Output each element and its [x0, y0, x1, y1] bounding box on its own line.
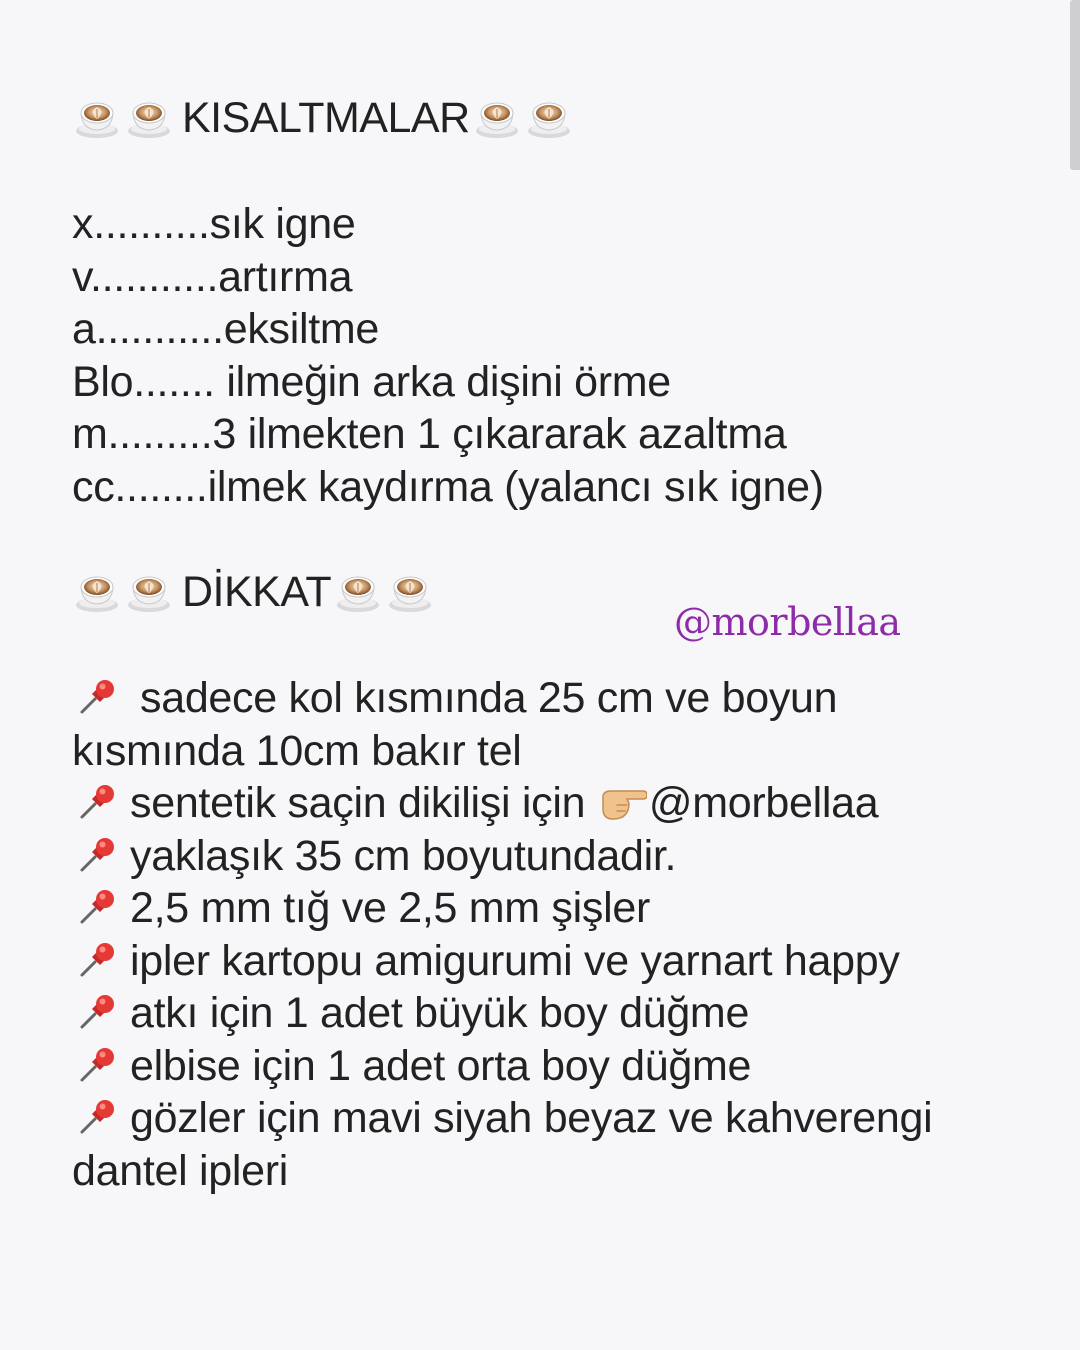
note-item — [72, 777, 972, 830]
pushpin-icon — [78, 781, 118, 821]
note-text: yaklaşık 35 cm boyutundadir. — [130, 831, 677, 880]
latte-cup-icon — [126, 95, 172, 141]
latte-cup-icon — [474, 95, 520, 141]
pushpin-icon — [78, 1096, 118, 1136]
note-handle: @morbellaa — [648, 779, 879, 827]
abbreviation-list — [72, 198, 824, 513]
section-heading-kisaltmalar — [74, 92, 572, 144]
note-text: 2,5 mm tığ ve 2,5 mm şişler — [130, 884, 650, 932]
note-text: atkı için 1 adet büyük boy düğme — [130, 989, 750, 1037]
scrollbar[interactable] — [1070, 0, 1080, 170]
note-item — [72, 1040, 972, 1093]
pushpin-icon — [78, 834, 118, 874]
abbreviation-item: m.........3 ilmekten 1 çıkararak azaltma — [72, 410, 787, 458]
notes-list — [72, 672, 972, 1197]
pointing-hand-icon — [599, 783, 647, 823]
latte-cup-icon — [335, 569, 381, 615]
abbreviation-item: a...........eksiltme — [72, 305, 380, 353]
pushpin-icon — [78, 939, 118, 979]
latte-cup-icon — [526, 95, 572, 141]
note-item — [72, 830, 972, 883]
pushpin-icon — [78, 886, 118, 926]
watermark-handle: @morbellaa — [674, 600, 901, 644]
note-item — [72, 1092, 972, 1197]
abbreviation-item: Blo....... ilmeğin arka dişini örme — [72, 357, 671, 406]
abbreviation-item: cc........ilmek kaydırma (yalancı sık igne) — [72, 462, 824, 511]
section-title: DİKKAT — [182, 568, 332, 616]
note-text: sadece kol kısmında 25 cm ve boyun kısmında 10cm bakır tel — [72, 674, 838, 775]
note-text: ipler kartopu amigurumi ve yarnart happy — [130, 936, 900, 985]
latte-cup-icon — [387, 569, 433, 615]
abbreviation-item: x..........sık igne — [72, 200, 356, 248]
latte-cup-icon — [126, 569, 172, 615]
note-text: gözler için mavi siyah beyaz ve kahverengi dantel ipleri — [72, 1094, 933, 1195]
pushpin-icon — [78, 1044, 118, 1084]
note-text: sentetik saçin dikilişi için — [130, 779, 586, 827]
section-title: KISALTMALAR — [182, 94, 470, 142]
abbreviation-item: v...........artırma — [72, 252, 353, 301]
section-heading-dikkat — [74, 566, 433, 618]
latte-cup-icon — [74, 95, 120, 141]
note-item — [72, 672, 972, 777]
note-text: elbise için 1 adet orta boy düğme — [130, 1041, 752, 1090]
note-item — [72, 935, 972, 988]
note-item — [72, 882, 972, 935]
pushpin-icon — [78, 991, 118, 1031]
note-item — [72, 987, 972, 1040]
latte-cup-icon — [74, 569, 120, 615]
pushpin-icon — [78, 676, 118, 716]
